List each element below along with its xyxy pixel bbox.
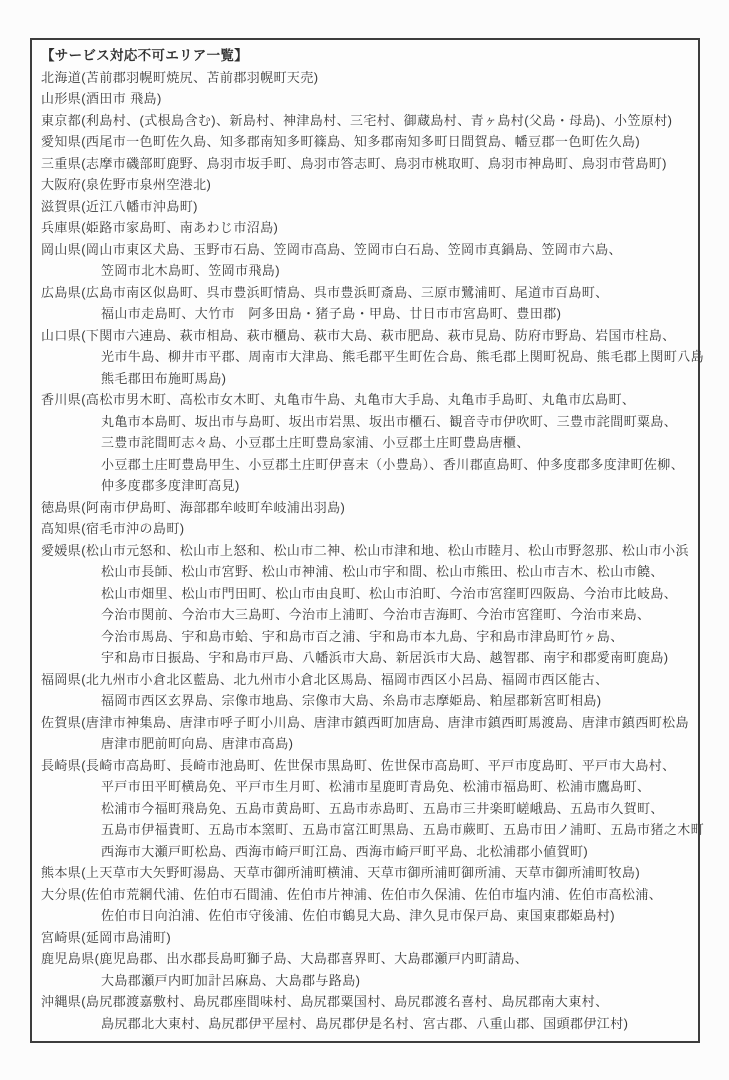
area-line: 佐伯市日向泊浦、佐伯市守後浦、佐伯市鶴見大島、津久見市保戸島、東国東郡姫島村) — [101, 908, 615, 923]
service-unavailable-area-box — [30, 38, 705, 1043]
area-line: 香川県(高松市男木町、高松市女木町、丸亀市牛島、丸亀市大手島、丸亀市手島町、丸亀市広島町、 — [41, 392, 636, 407]
area-list — [41, 67, 705, 1035]
document-title: 【サービス対応不可エリア一覧】 — [41, 48, 248, 63]
area-line: 徳島県(阿南市伊島町、海部郡牟岐町牟岐浦出羽島) — [41, 499, 346, 515]
area-line: 広島県(広島市南区似島町、呉市豊浜町情島、呉市豊浜町斎島、三原市鷺浦町、尾道市百島町、 — [41, 284, 609, 300]
area-line: 笠岡市北木島町、笠岡市飛島) — [101, 263, 280, 278]
area-line: 大島郡瀬戸内町加計呂麻島、大島郡与路島) — [101, 972, 361, 988]
area-line: 松浦市今福町飛島免、五島市黄島町、五島市赤島町、五島市三井楽町嵯峨島、五島市久賀町、 — [101, 800, 664, 816]
area-line: 宮崎県(延岡市島浦町) — [41, 929, 172, 945]
area-line: 今治市馬島、宇和島市蛤、宇和島市百之浦、宇和島市本九島、宇和島市津島町竹ヶ島、 — [101, 628, 624, 644]
area-line: 西海市大瀬戸町松島、西海市崎戸町江島、西海市崎戸町平島、北松浦郡小値賀町) — [101, 843, 589, 859]
area-line: 宇和島市日振島、宇和島市戸島、八幡浜市大島、新居浜市大島、越智郡、南宇和郡愛南町鹿島) — [101, 650, 669, 665]
area-line: 丸亀市本島町、坂出市与島町、坂出市岩黒、坂出市櫃石、観音寺市伊吹町、三豊市詫間町粟島、 — [101, 413, 678, 429]
area-line: 唐津市肥前町向島、唐津市高島) — [101, 736, 294, 751]
area-line: 五島市伊福貴町、五島市本窯町、五島市富江町黒島、五島市蕨町、五島市田ノ浦町、五島市猪之木町 — [101, 822, 705, 837]
area-line: 平戸市田平町横島免、平戸市生月町、松浦市星鹿町青島免、松浦市福島町、松浦市鷹島町、 — [101, 779, 651, 794]
area-line: 福岡県(北九州市小倉北区藍島、北九州市小倉北区馬島、福岡市西区小呂島、福岡市西区能古、 — [41, 671, 609, 687]
area-line: 福岡市西区玄界島、宗像市地島、宗像市大島、糸島市志摩姫島、粕屋郡新宮町相島) — [101, 693, 602, 708]
area-line: 仲多度郡多度津町高見) — [101, 478, 240, 493]
area-line: 光市牛島、柳井市平郡、周南市大津島、熊毛郡平生町佐合島、熊毛郡上関町祝島、熊毛郡上関町八島 — [101, 349, 705, 364]
area-line: 今治市関前、今治市大三島町、今治市上浦町、今治市吉海町、今治市宮窪町、今治市来島、 — [101, 607, 651, 622]
area-line: 鹿児島県(鹿児島郡、出水郡長島町獅子島、大島郡喜界町、大島郡瀬戸内町請島、 — [41, 951, 529, 966]
area-line: 三重県(志摩市磯部町鹿野、鳥羽市坂手町、鳥羽市答志町、鳥羽市桃取町、鳥羽市神島町、鳥羽市菅島町) — [41, 155, 667, 171]
area-line: 高知県(宿毛市沖の島町) — [41, 521, 185, 536]
area-line: 長崎県(長崎市高島町、長崎市池島町、佐世保市黒島町、佐世保市高島町、平戸市度島町、平戸市大島村、 — [41, 757, 676, 773]
area-line: 愛知県(西尾市一色町佐久島、知多郡南知多町篠島、知多郡南知多町日間賀島、幡豆郡一色町佐久島) — [41, 134, 641, 149]
area-line: 小豆郡土庄町豊島甲生、小豆郡土庄町伊喜末（小豊島）、香川郡直島町、仲多度郡多度津町佐柳、 — [101, 456, 685, 472]
area-line: 大阪府(泉佐野市泉州空港北) — [41, 177, 212, 192]
area-line: 福山市走島町、大竹市 阿多田島・猪子島・甲島、廿日市市宮島町、豊田郡) — [101, 306, 562, 321]
area-line: 大分県(佐伯市荒網代浦、佐伯市石間浦、佐伯市片神浦、佐伯市久保浦、佐伯市塩内浦、佐伯市高松浦、 — [41, 886, 663, 902]
area-line: 松山市畑里、松山市門田町、松山市由良町、松山市泊町、今治市宮窪町四阪島、今治市比岐島、 — [101, 585, 678, 601]
area-line: 沖縄県(島尻郡渡嘉敷村、島尻郡座間味村、島尻郡粟国村、島尻郡渡名喜村、島尻郡南大東村、 — [41, 994, 609, 1009]
area-line: 松山市長師、松山市宮野、松山市神浦、松山市宇和間、松山市熊田、松山市吉木、松山市饒、 — [101, 564, 664, 579]
area-line: 熊毛郡田布施町馬島) — [101, 370, 227, 386]
area-line: 岡山県(岡山市東区犬島、玉野市石島、笠岡市高島、笠岡市白石島、笠岡市真鍋島、笠岡市六島、 — [41, 241, 622, 257]
area-line: 島尻郡北大東村、島尻郡伊平屋村、島尻郡伊是名村、宮古郡、八重山郡、国頭郡伊江村) — [101, 1015, 629, 1031]
area-line: 兵庫県(姫路市家島町、南あわじ市沼島) — [41, 220, 279, 235]
area-line: 山口県(下関市六連島、萩市相島、萩市櫃島、萩市大島、萩市肥島、萩市見島、防府市野島、岩国市柱島、 — [41, 327, 676, 343]
area-line: 佐賀県(唐津市神集島、唐津市呼子町小川島、唐津市鎮西町加唐島、唐津市鎮西町馬渡島、唐津市鎮西町松島 — [41, 714, 689, 730]
area-line: 滋賀県(近江八幡市沖島町) — [41, 198, 198, 214]
area-line: 北海道(苫前郡羽幌町焼尻、苫前郡羽幌町天売) — [41, 69, 319, 85]
area-line: 愛媛県(松山市元怒和、松山市上怒和、松山市二神、松山市津和地、松山市睦月、松山市野忽那、松山市小浜 — [41, 542, 689, 558]
area-line: 熊本県(上天草市大矢野町湯島、天草市御所浦町横浦、天草市御所浦町御所浦、天草市御所浦町牧島) — [41, 865, 641, 880]
area-line: 東京都(利島村、(式根島含む)、新島村、神津島村、三宅村、御蔵島村、青ヶ島村(父島・母島)、小笠原村) — [41, 112, 673, 128]
area-line: 三豊市詫間町志々島、小豆郡土庄町豊島家浦、小豆郡土庄町豊島唐櫃、 — [101, 435, 530, 450]
area-line: 山形県(酒田市 飛島) — [41, 91, 162, 106]
